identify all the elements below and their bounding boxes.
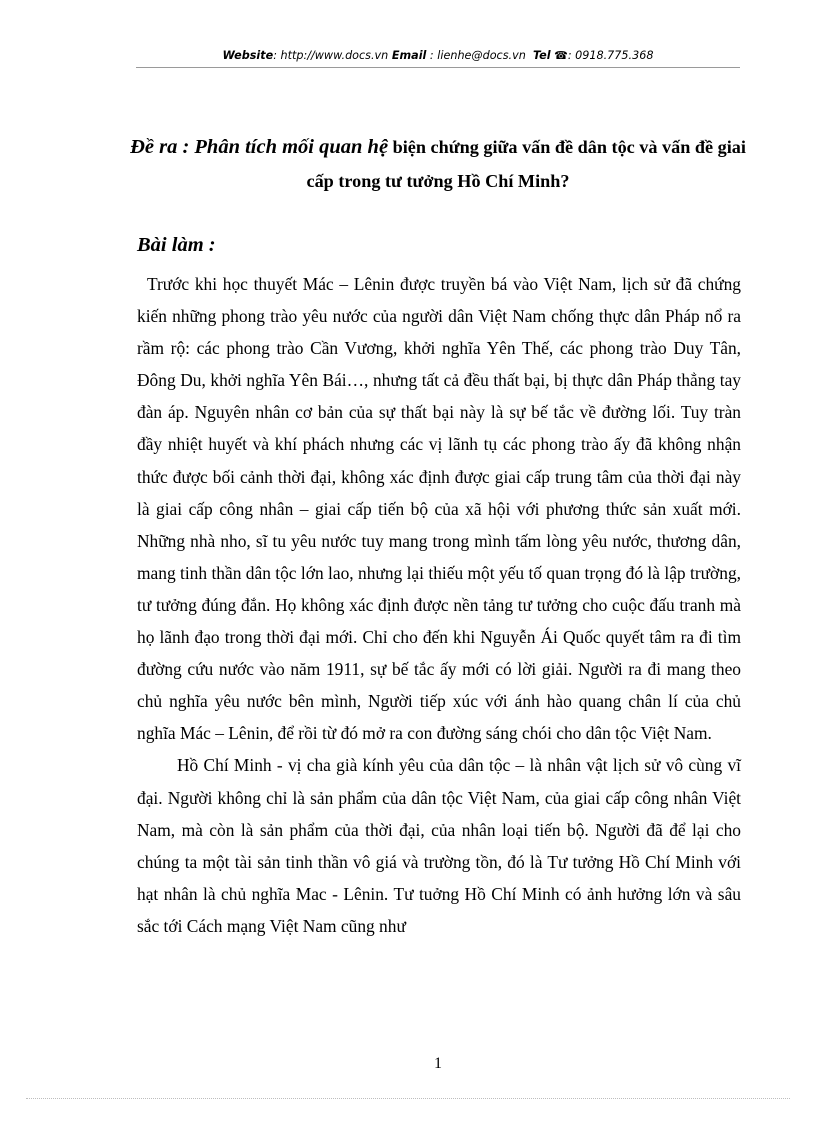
document-body <box>137 268 741 942</box>
body-paragraph-1: Trước khi học thuyết Mác – Lênin được truyền bá vào Việt Nam, lịch sử đã chứng kiến những phong trào yêu nước của người dân Việt Nam chống thực dân Pháp nổ ra rầm rộ: các phong trào Cần Vương, khởi nghĩa Yên Thế, các phong trào Duy Tân, Đông Du, khởi nghĩa Yên Bái…, nhưng tất cả đều thất bại, bị thực dân Pháp thẳng tay đàn áp. Nguyên nhân cơ bản của sự thất bại này là sự bế tắc về đường lối. Tuy tràn đầy nhiệt huyết và khí phách nhưng các vị lãnh tụ các phong trào ấy đã không nhận thức được bối cảnh thời đại, không xác định được giai cấp trung tâm của thời đại này là giai cấp công nhân – giai cấp tiến bộ của xã hội với phương thức sản xuất mới. Những nhà nho, sĩ tu yêu nước tuy mang trong mình tấm lòng yêu nước, thương dân, mang tinh thần dân tộc lớn lao, nhưng lại thiếu một yếu tố quan trọng đó là lập trường, tư tưởng đúng đắn. Họ không xác định được nền tảng tư tưởng cho cuộc đấu tranh mà họ lãnh đạo trong thời đại mới. Chỉ cho đến khi Nguyễn Ái Quốc quyết tâm ra đi tìm đường cứu nước vào năm 1911, sự bế tắc ấy mới có lời giải. Người ra đi mang theo chủ nghĩa yêu nước bên mình, Người tiếp xúc với ánh hào quang chân lí của chủ nghĩa Mác – Lênin, để rồi từ đó mở ra con đường sáng chói cho dân tộc Việt Nam. <box>137 274 741 744</box>
website-value: : http://www.docs.vn <box>273 49 389 62</box>
page-header <box>136 47 740 68</box>
page-number: 1 <box>434 1055 442 1072</box>
website-label: Website <box>222 49 274 62</box>
document-title <box>120 130 756 198</box>
email-label: Email <box>391 49 427 62</box>
email-value: : lienhe@docs.vn <box>426 49 526 62</box>
tel-value: : 0918.775.368 <box>567 49 654 62</box>
title-question-rest: biện chứng giữa vấn đề dân tộc và vấn đề giai cấp trong tư tưởng Hồ Chí Minh? <box>306 137 746 191</box>
page-bottom-divider <box>26 1098 790 1099</box>
body-paragraph-2: Hồ Chí Minh - vị cha già kính yêu của dân tộc – là nhân vật lịch sử vô cùng vĩ đại. Người không chỉ là sản phẩm của dân tộc Việt Nam, của giai cấp công nhân Việt Nam, mà còn là sản phẩm của thời đại, của nhân loại tiến bộ. Người đã để lại cho chúng ta một tài sản tinh thần vô giá và trường tồn, đó là Tư tưởng Hồ Chí Minh với hạt nhân là chủ nghĩa Mac - Lênin. Tư tuởng Hồ Chí Minh có ảnh hưởng lớn và sâu sắc tới Cách mạng Việt Nam cũng như <box>137 755 741 936</box>
telephone-icon: ☎ <box>554 49 568 62</box>
section-heading: Bài làm : <box>137 234 216 256</box>
tel-label: Tel <box>532 49 551 62</box>
title-question-italic: Đề ra : Phân tích mối quan hệ <box>130 136 389 158</box>
